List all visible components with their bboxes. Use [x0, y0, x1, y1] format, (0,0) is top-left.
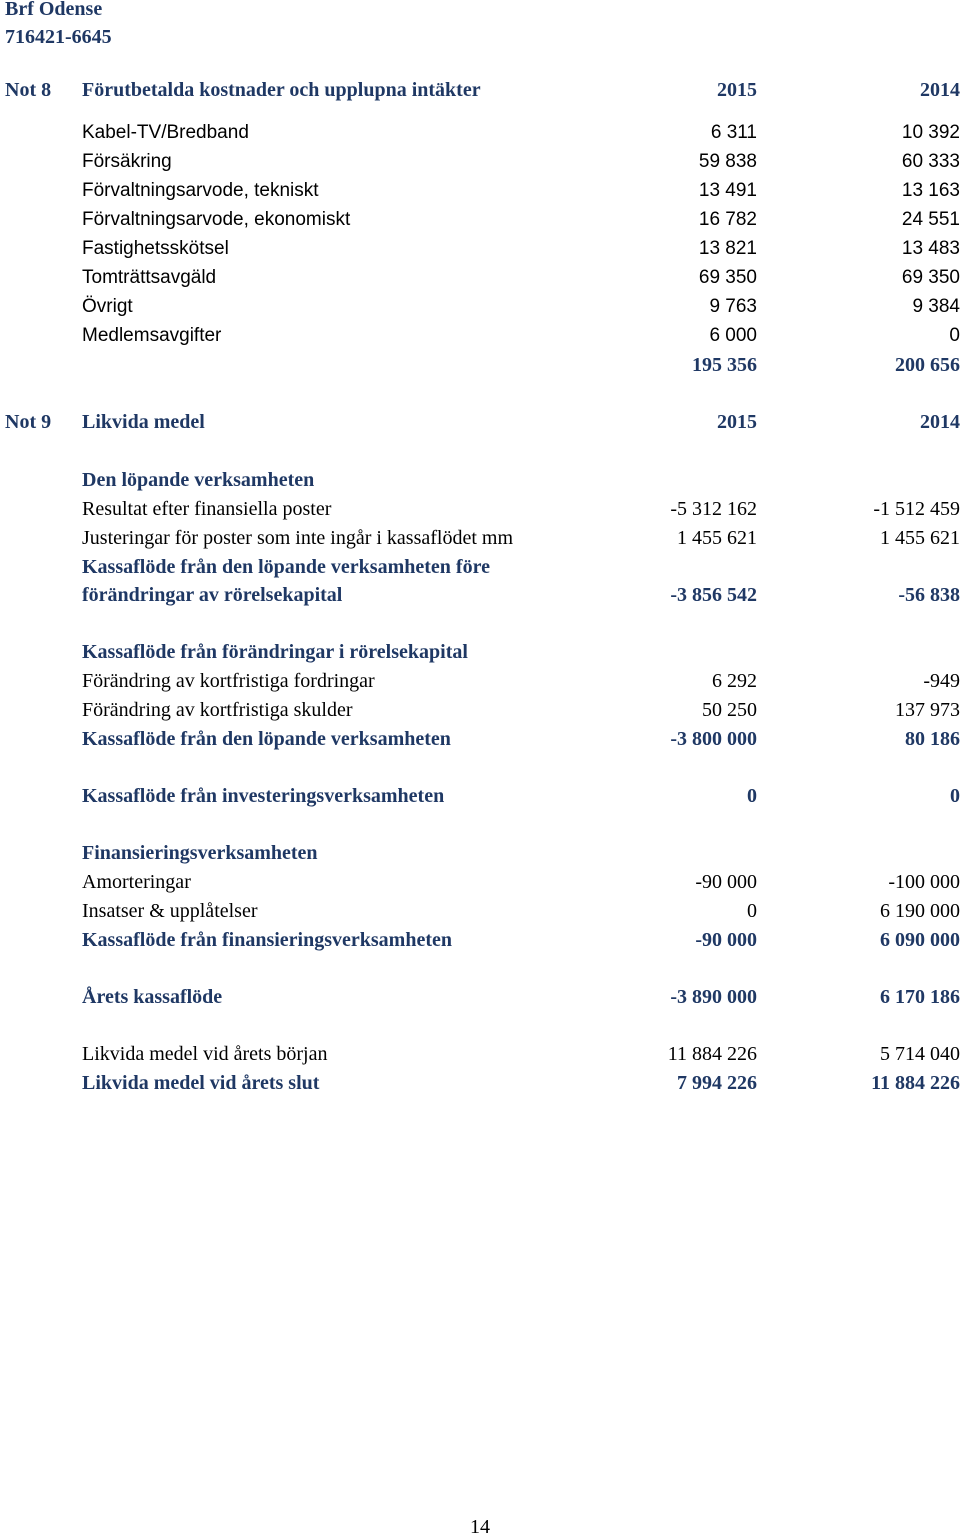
value-2014: 6 170 186 — [880, 986, 960, 1008]
note9-year-2015: 2015 — [717, 411, 757, 433]
value-2014: 24 551 — [901, 209, 960, 230]
note9-title: Likvida medel — [82, 411, 205, 433]
value-2015: 13 491 — [698, 180, 757, 201]
row-label: Kassaflöde från investeringsverksamheten — [82, 785, 445, 807]
table-row — [0, 296, 960, 325]
value-2015: 6 311 — [710, 122, 757, 143]
table-row — [0, 584, 960, 613]
row-label: förändringar av rörelsekapital — [82, 584, 343, 606]
table-row — [0, 842, 960, 871]
row-label: Amorteringar — [82, 871, 191, 893]
value-2014: 0 — [949, 325, 960, 346]
row-label: Likvida medel vid årets slut — [82, 1072, 320, 1094]
row-label: Förvaltningsarvode, tekniskt — [82, 180, 319, 201]
table-row — [0, 871, 960, 900]
value-2014: 137 973 — [895, 699, 960, 721]
value-2014: 13 483 — [901, 238, 960, 259]
table-row — [0, 728, 960, 757]
value-2014: 200 656 — [895, 354, 960, 376]
table-row — [0, 699, 960, 728]
value-2014: 1 455 621 — [880, 527, 960, 549]
value-2015: 0 — [747, 785, 757, 807]
value-2014: 13 163 — [901, 180, 960, 201]
row-label: Kassaflöde från finansieringsverksamheten — [82, 929, 452, 951]
value-2015: 6 292 — [712, 670, 757, 692]
value-2014: 9 384 — [912, 296, 960, 317]
row-label: Justeringar för poster som inte ingår i kassaflödet mm — [82, 527, 514, 549]
value-2014: 6 090 000 — [880, 929, 960, 951]
value-2014: 5 714 040 — [880, 1043, 960, 1065]
row-label: Förändring av kortfristiga skulder — [82, 699, 353, 721]
value-2015: 6 000 — [709, 325, 757, 346]
table-row — [0, 986, 960, 1015]
table-row — [0, 267, 960, 296]
note9-number: Not 9 — [5, 411, 52, 433]
table-row — [0, 670, 960, 699]
value-2015: 69 350 — [698, 267, 757, 288]
row-label: Kassaflöde från förändringar i rörelsekapital — [82, 641, 468, 663]
row-label: Resultat efter finansiella poster — [82, 498, 332, 520]
row-label: Insatser & upplåtelser — [82, 900, 258, 922]
value-2015: 11 884 226 — [667, 1043, 757, 1065]
value-2014: 10 392 — [901, 122, 960, 143]
row-label: Kassaflöde från den löpande verksamheten — [82, 728, 451, 750]
table-row — [0, 785, 960, 814]
value-2014: 60 333 — [901, 151, 960, 172]
value-2014: -1 512 459 — [873, 498, 960, 520]
table-row — [0, 180, 960, 209]
row-label: Likvida medel vid årets början — [82, 1043, 328, 1065]
table-row — [0, 900, 960, 929]
org-name: Brf Odense — [5, 0, 103, 20]
table-row — [0, 151, 960, 180]
row-label: Finansieringsverksamheten — [82, 842, 318, 864]
note8-title: Förutbetalda kostnader och upplupna intäkter — [82, 79, 481, 101]
value-2015: 9 763 — [709, 296, 757, 317]
value-2014: 80 186 — [905, 728, 960, 750]
note8-number: Not 8 — [5, 79, 52, 101]
page-number: 14 — [470, 1516, 490, 1538]
value-2014: 69 350 — [901, 267, 960, 288]
value-2015: -3 890 000 — [670, 986, 757, 1008]
row-label: Kassaflöde från den löpande verksamheten före — [82, 556, 490, 578]
value-2015: 16 782 — [698, 209, 757, 230]
table-row — [0, 469, 960, 498]
row-label: Förvaltningsarvode, ekonomiskt — [82, 209, 351, 230]
value-2014: -949 — [923, 670, 960, 692]
value-2015: 50 250 — [702, 699, 757, 721]
value-2015: 195 356 — [692, 354, 757, 376]
value-2015: -3 800 000 — [670, 728, 757, 750]
table-row — [0, 209, 960, 238]
row-label: Försäkring — [82, 151, 172, 172]
value-2015: -3 856 542 — [670, 584, 757, 606]
value-2014: 0 — [950, 785, 960, 807]
table-row — [0, 1072, 960, 1101]
value-2015: 59 838 — [698, 151, 757, 172]
value-2015: -5 312 162 — [670, 498, 757, 520]
table-row — [0, 641, 960, 670]
value-2015: 1 455 621 — [677, 527, 757, 549]
row-label: Övrigt — [82, 296, 133, 317]
value-2015: -90 000 — [695, 929, 757, 951]
row-label: Fastighetsskötsel — [82, 238, 229, 259]
row-label: Den löpande verksamheten — [82, 469, 315, 491]
table-row — [0, 556, 960, 585]
org-number: 716421-6645 — [5, 26, 112, 48]
table-row — [0, 527, 960, 556]
table-row — [0, 238, 960, 267]
table-row — [0, 354, 960, 383]
note8-year-2015: 2015 — [717, 79, 757, 101]
value-2014: -100 000 — [888, 871, 960, 893]
row-label: Tomträttsavgäld — [82, 267, 217, 288]
value-2015: 7 994 226 — [677, 1072, 757, 1094]
value-2014: -56 838 — [898, 584, 960, 606]
value-2014: 6 190 000 — [880, 900, 960, 922]
row-label: Förändring av kortfristiga fordringar — [82, 670, 375, 692]
row-label: Kabel-TV/Bredband — [82, 122, 249, 143]
row-label: Medlemsavgifter — [82, 325, 222, 346]
table-row — [0, 929, 960, 958]
value-2015: -90 000 — [695, 871, 757, 893]
table-row — [0, 1043, 960, 1072]
table-row — [0, 498, 960, 527]
value-2015: 0 — [747, 900, 757, 922]
table-row — [0, 122, 960, 151]
table-row — [0, 325, 960, 354]
row-label: Årets kassaflöde — [82, 986, 223, 1008]
note8-year-2014: 2014 — [920, 79, 960, 101]
value-2014: 11 884 226 — [871, 1072, 960, 1094]
value-2015: 13 821 — [698, 238, 757, 259]
note9-year-2014: 2014 — [920, 411, 960, 433]
